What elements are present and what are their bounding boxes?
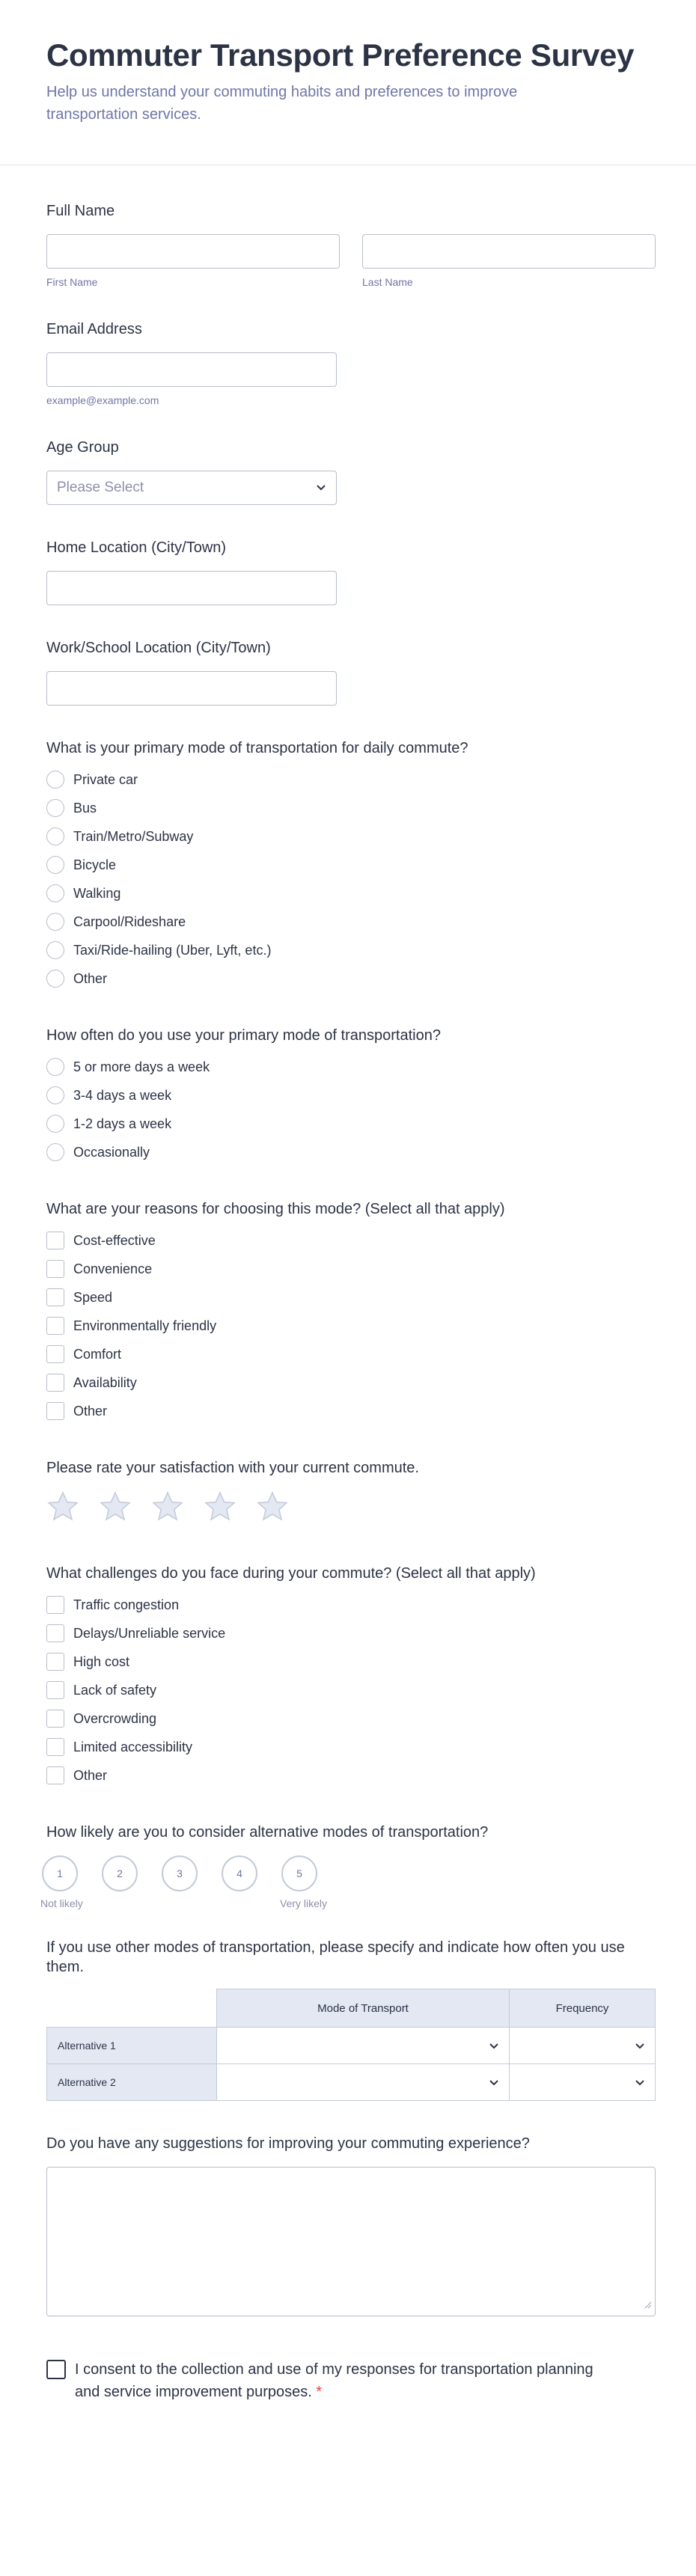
- checkbox-option-label: High cost: [73, 1653, 130, 1669]
- frequency-select[interactable]: [510, 2028, 655, 2063]
- checkbox[interactable]: [46, 1624, 64, 1642]
- checkbox-option-label: Comfort: [73, 1346, 122, 1362]
- radio-option[interactable]: [46, 765, 650, 794]
- radio-option-label: Train/Metro/Subway: [73, 828, 194, 844]
- form-description: Help us understand your commuting habits and preferences to improve transportation services.: [46, 84, 518, 123]
- checkbox-option[interactable]: [46, 1255, 650, 1283]
- checkbox-option-label: Other: [73, 1403, 108, 1419]
- matrix-corner: [47, 1989, 217, 2028]
- work-location-question: [46, 638, 650, 706]
- checkbox-option-label: Convenience: [73, 1261, 153, 1276]
- checkbox-option-label: Environmentally friendly: [73, 1318, 217, 1333]
- scale-option-4[interactable]: 4: [222, 1855, 257, 1891]
- first-name-sublabel: First Name: [46, 276, 98, 288]
- required-mark: *: [316, 2384, 323, 2400]
- star-rating: [46, 1491, 650, 1526]
- checkbox[interactable]: [46, 1596, 64, 1614]
- radio-option[interactable]: [46, 1110, 650, 1138]
- likelihood-label: How likely are you to consider alternative modes of transportation?: [46, 1824, 489, 1841]
- checkbox[interactable]: [46, 1653, 64, 1671]
- work-location-label: Work/School Location (City/Town): [46, 640, 271, 656]
- chevron-down-icon: [634, 2075, 646, 2093]
- checkbox-option-label: Lack of safety: [73, 1682, 157, 1698]
- reasons-options: [46, 1226, 650, 1425]
- scale-high-caption: Very likely: [280, 1897, 328, 1909]
- matrix-cell: [217, 2028, 510, 2064]
- resize-handle-icon[interactable]: [643, 2299, 652, 2313]
- checkbox[interactable]: [46, 1738, 64, 1756]
- email-input[interactable]: [46, 352, 337, 387]
- form-header: [0, 0, 696, 165]
- likelihood-question: [40, 1823, 650, 1909]
- matrix-column-header: Mode of Transport: [217, 1989, 510, 2028]
- star-icon[interactable]: [99, 1491, 132, 1526]
- checkbox-option-label: Cost-effective: [73, 1232, 156, 1248]
- likelihood-scale: [40, 1855, 650, 1909]
- radio-button[interactable]: [46, 970, 64, 988]
- email-label: Email Address: [46, 321, 142, 337]
- checkbox-option-label: Overcrowding: [73, 1710, 157, 1726]
- home-location-label: Home Location (City/Town): [46, 539, 227, 556]
- radio-button[interactable]: [46, 856, 64, 874]
- checkbox[interactable]: [46, 1766, 64, 1784]
- checkbox-option-label: Other: [73, 1767, 108, 1783]
- matrix-cell: [510, 2028, 656, 2064]
- star-icon[interactable]: [151, 1491, 184, 1526]
- primary-mode-question: [46, 738, 650, 993]
- mode-select[interactable]: [217, 2028, 509, 2063]
- chevron-down-icon: [315, 480, 327, 499]
- radio-button[interactable]: [46, 913, 64, 931]
- checkbox[interactable]: [46, 1288, 64, 1306]
- consent-checkbox[interactable]: [46, 2360, 66, 2379]
- checkbox-option-label: Speed: [73, 1289, 113, 1305]
- frequency-select[interactable]: [510, 2065, 655, 2100]
- reasons-label: What are your reasons for choosing this mode? (Select all that apply): [46, 1201, 505, 1217]
- matrix-row-label: Alternative 1: [47, 2028, 217, 2064]
- primary-mode-label: What is your primary mode of transportation for daily commute?: [46, 740, 468, 756]
- radio-button[interactable]: [46, 1115, 64, 1133]
- checkbox[interactable]: [46, 1710, 64, 1728]
- matrix-cell: [510, 2064, 656, 2101]
- checkbox-option[interactable]: [46, 1226, 650, 1255]
- checkbox-option[interactable]: [46, 1619, 650, 1648]
- mode-select[interactable]: [217, 2065, 509, 2100]
- challenges-options: [46, 1591, 650, 1790]
- checkbox-option[interactable]: [46, 1340, 650, 1368]
- checkbox-option-label: Availability: [73, 1374, 137, 1390]
- age-group-placeholder: Please Select: [57, 480, 144, 495]
- radio-button[interactable]: [46, 799, 64, 817]
- consent-checkbox-option[interactable]: [46, 2358, 615, 2403]
- checkbox-option[interactable]: [46, 1676, 650, 1704]
- radio-button[interactable]: [46, 771, 64, 789]
- age-group-select[interactable]: [46, 471, 337, 505]
- email-sublabel: example@example.com: [46, 394, 159, 406]
- chevron-down-icon: [488, 2038, 500, 2056]
- checkbox-option[interactable]: [46, 1591, 650, 1619]
- matrix-column-header: Frequency: [510, 1989, 656, 2028]
- home-location-input[interactable]: [46, 571, 337, 605]
- challenges-label: What challenges do you face during your commute? (Select all that apply): [46, 1565, 536, 1582]
- radio-option[interactable]: [46, 1081, 650, 1110]
- checkbox-option-label: Delays/Unreliable service: [73, 1625, 226, 1641]
- radio-option[interactable]: [46, 851, 650, 879]
- scale-option-1[interactable]: 1: [42, 1855, 78, 1891]
- frequency-label: How often do you use your primary mode of transportation?: [46, 1027, 441, 1044]
- checkbox-option-label: Traffic congestion: [73, 1597, 180, 1612]
- radio-button[interactable]: [46, 827, 64, 845]
- consent-text: I consent to the collection and use of my responses for transportation planning and service improvement purposes.: [75, 2361, 593, 2400]
- alternatives-question: [46, 1938, 650, 2101]
- scale-option-2[interactable]: 2: [102, 1855, 138, 1891]
- reasons-question: [46, 1199, 650, 1425]
- full-name-label: Full Name: [46, 203, 115, 219]
- primary-mode-options: [46, 765, 650, 993]
- checkbox-option[interactable]: [46, 1397, 650, 1425]
- matrix-row-label: Alternative 2: [47, 2064, 217, 2101]
- frequency-options: [46, 1053, 650, 1166]
- email-question: [46, 319, 650, 406]
- radio-button[interactable]: [46, 1086, 64, 1104]
- last-name-sublabel: Last Name: [362, 276, 413, 288]
- home-location-question: [46, 538, 650, 605]
- full-name-question: [46, 201, 650, 288]
- radio-option-label: Bus: [73, 800, 97, 816]
- alternatives-matrix: [46, 1989, 656, 2101]
- radio-option[interactable]: [46, 908, 650, 936]
- radio-option-label: Occasionally: [73, 1144, 150, 1160]
- radio-option-label: Private car: [73, 771, 138, 787]
- challenges-question: [46, 1564, 650, 1790]
- checkbox[interactable]: [46, 1232, 64, 1249]
- survey-form: [0, 201, 696, 2403]
- radio-option-label: 1-2 days a week: [73, 1116, 172, 1131]
- radio-option[interactable]: [46, 964, 650, 993]
- radio-option-label: Carpool/Rideshare: [73, 914, 186, 929]
- checkbox-option[interactable]: [46, 1733, 650, 1761]
- radio-option[interactable]: [46, 822, 650, 851]
- radio-option-label: Other: [73, 970, 108, 986]
- chevron-down-icon: [488, 2075, 500, 2093]
- radio-option[interactable]: [46, 1138, 650, 1166]
- checkbox[interactable]: [46, 1345, 64, 1363]
- radio-option[interactable]: [46, 794, 650, 822]
- radio-option[interactable]: [46, 1053, 650, 1081]
- scale-low-caption: Not likely: [40, 1897, 83, 1909]
- radio-option[interactable]: [46, 879, 650, 908]
- radio-option-label: 3-4 days a week: [73, 1087, 172, 1103]
- last-name-input[interactable]: [362, 234, 656, 269]
- radio-option-label: Taxi/Ride-hailing (Uber, Lyft, etc.): [73, 942, 272, 958]
- consent-question: [46, 2358, 650, 2403]
- checkbox-option-label: Limited accessibility: [73, 1739, 193, 1754]
- satisfaction-label: Please rate your satisfaction with your current commute.: [46, 1460, 419, 1476]
- radio-option-label: Walking: [73, 885, 121, 901]
- checkbox-option[interactable]: [46, 1283, 650, 1312]
- age-group-question: [46, 438, 650, 505]
- satisfaction-question: [46, 1458, 650, 1526]
- matrix-cell: [217, 2064, 510, 2101]
- radio-option[interactable]: [46, 936, 650, 964]
- radio-option-label: 5 or more days a week: [73, 1059, 210, 1074]
- star-icon[interactable]: [46, 1491, 79, 1526]
- first-name-input[interactable]: [46, 234, 340, 269]
- scale-option-5[interactable]: 5: [281, 1855, 317, 1891]
- chevron-down-icon: [634, 2038, 646, 2056]
- star-icon[interactable]: [204, 1491, 236, 1526]
- checkbox[interactable]: [46, 1260, 64, 1278]
- scale-option-3[interactable]: 3: [162, 1855, 198, 1891]
- suggestions-label: Do you have any suggestions for improving your commuting experience?: [46, 2135, 530, 2152]
- radio-button[interactable]: [46, 941, 64, 959]
- checkbox-option[interactable]: [46, 1761, 650, 1790]
- checkbox[interactable]: [46, 1317, 64, 1335]
- alternatives-label: If you use other modes of transportation, please specify and indicate how often you use them.: [46, 1939, 625, 1975]
- radio-button[interactable]: [46, 1058, 64, 1076]
- checkbox-option[interactable]: [46, 1648, 650, 1676]
- checkbox-option[interactable]: [46, 1312, 650, 1340]
- radio-button[interactable]: [46, 1143, 64, 1161]
- star-icon[interactable]: [256, 1491, 289, 1526]
- form-title: Commuter Transport Preference Survey: [46, 37, 635, 73]
- radio-option-label: Bicycle: [73, 857, 117, 872]
- checkbox-option[interactable]: [46, 1368, 650, 1397]
- suggestions-textarea[interactable]: [46, 2167, 656, 2316]
- age-group-label: Age Group: [46, 439, 119, 456]
- frequency-question: [46, 1026, 650, 1166]
- work-location-input[interactable]: [46, 671, 337, 706]
- checkbox-option[interactable]: [46, 1704, 650, 1733]
- checkbox[interactable]: [46, 1681, 64, 1699]
- checkbox[interactable]: [46, 1402, 64, 1420]
- checkbox[interactable]: [46, 1374, 64, 1392]
- suggestions-question: [46, 2134, 650, 2316]
- radio-button[interactable]: [46, 884, 64, 902]
